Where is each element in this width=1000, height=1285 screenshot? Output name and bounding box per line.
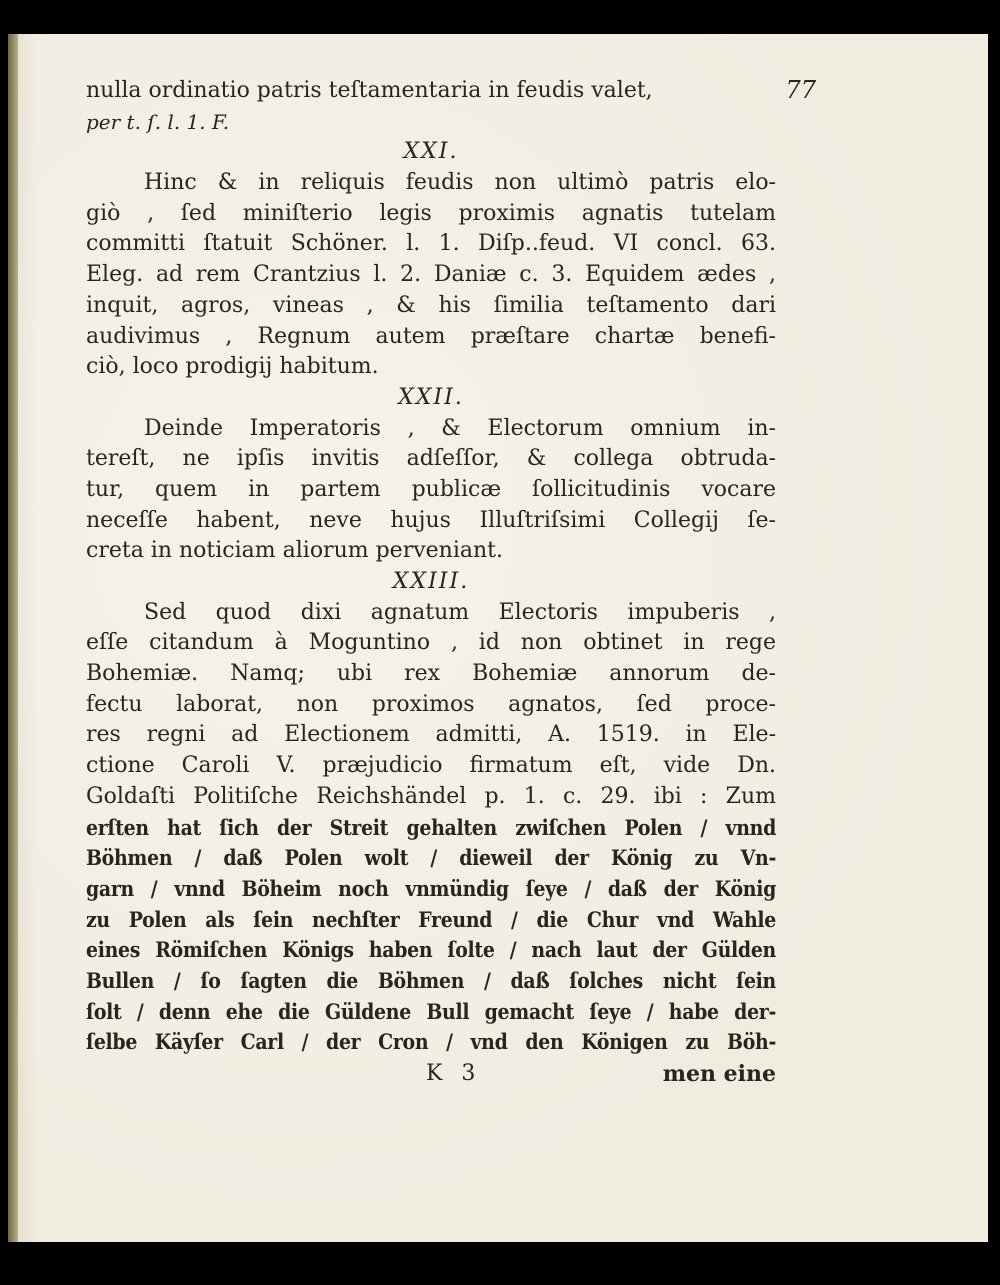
text-line: Goldaſti Politiſche Reichshändel p. 1. c. 29. ibi : Zum: [86, 783, 776, 809]
section-heading: XXIII.: [392, 569, 470, 594]
text-line: Eleg. ad rem Crantzius l. 2. Daniæ c. 3. Equidem ædes ,: [86, 262, 776, 288]
text-line: Bohemiæ. Namq; ubi rex Bohemiæ annorum de-: [86, 661, 776, 687]
text-line: inquit, agros, vineas , & his ſimilia teſtamento dari: [86, 292, 776, 318]
book-page: [8, 34, 988, 1242]
text-line: tur, quem in partem publicæ ſollicitudinis vocare: [86, 476, 776, 502]
text-line: eines Römiſchen Königs haben ſolte / nach laut der Gülden: [86, 937, 776, 963]
text-line: zu Polen als ſein nechſter Freund / die Chur vnd Wahle: [86, 906, 776, 932]
text-line: ſelbe Käyſer Carl / der Cron / vnd den Königen zu Böh-: [86, 1029, 776, 1055]
page-number: 77: [785, 76, 816, 104]
text-line: eſſe citandum à Moguntino , id non obtinet in rege: [86, 630, 776, 656]
text-line: per t. ſ. l. 1. F.: [86, 109, 230, 134]
text-line: Böhmen / daß Polen wolt / dieweil der König zu Vn-: [86, 845, 776, 871]
text-line: tereſt, ne ipſis invitis adſeſſor, & collega obtruda-: [86, 446, 776, 472]
section-heading: XXI.: [403, 139, 459, 165]
text-line: ctione Caroli V. præjudicio firmatum eſt, vide Dn.: [86, 753, 776, 779]
section-heading: XXII.: [398, 384, 464, 410]
text-line: Sed quod dixi agnatum Electoris impuberis ,: [144, 599, 776, 625]
text-line: ciò, loco prodigij habitum.: [86, 354, 379, 380]
body-lines: [86, 76, 776, 1058]
text-line: nulla ordinatio patris teſtamentaria in feudis valet,: [86, 78, 653, 103]
text-line: garn / vnnd Böheim noch vnmündig ſeye / daß der König: [86, 875, 776, 901]
text-line: Deinde Imperatoris , & Electorum omnium in-: [144, 415, 776, 441]
signature-mark: K 3: [426, 1061, 482, 1086]
text-line: giò , ſed miniſterio legis proximis agnatis tutelam: [86, 200, 776, 226]
text-line: erſten hat ſich der Streit gehalten zwiſchen Polen / vnnd: [86, 814, 776, 840]
text-line: audivimus , Regnum autem præſtare chartæ benefi-: [86, 323, 776, 349]
catchword: men eine: [662, 1061, 776, 1087]
text-line: Bullen / ſo ſagten die Böhmen / daß ſolches nicht ſein: [86, 967, 776, 993]
text-line: committi ſtatuit Schöner. l. 1. Diſp..feud. VI concl. 63.: [86, 231, 776, 257]
text-line: fectu laborat, non proximos agnatos, ſed proce-: [86, 691, 776, 717]
page-footer: [86, 1058, 776, 1090]
text-line: creta in noticiam aliorum perveniant.: [86, 538, 503, 564]
text-line: res regni ad Electionem admitti, A. 1519. in Ele-: [86, 722, 776, 748]
text-line: ſolt / denn ehe die Güldene Bull gemacht ſeye / habe der-: [86, 998, 776, 1024]
text-line: Hinc & in reliquis feudis non ultimò patris elo-: [144, 170, 776, 196]
text-block: [86, 76, 816, 1090]
page-gutter: [8, 34, 18, 1242]
text-line: neceſſe habent, neve hujus Illuſtriſsimi Collegij ſe-: [86, 507, 776, 533]
